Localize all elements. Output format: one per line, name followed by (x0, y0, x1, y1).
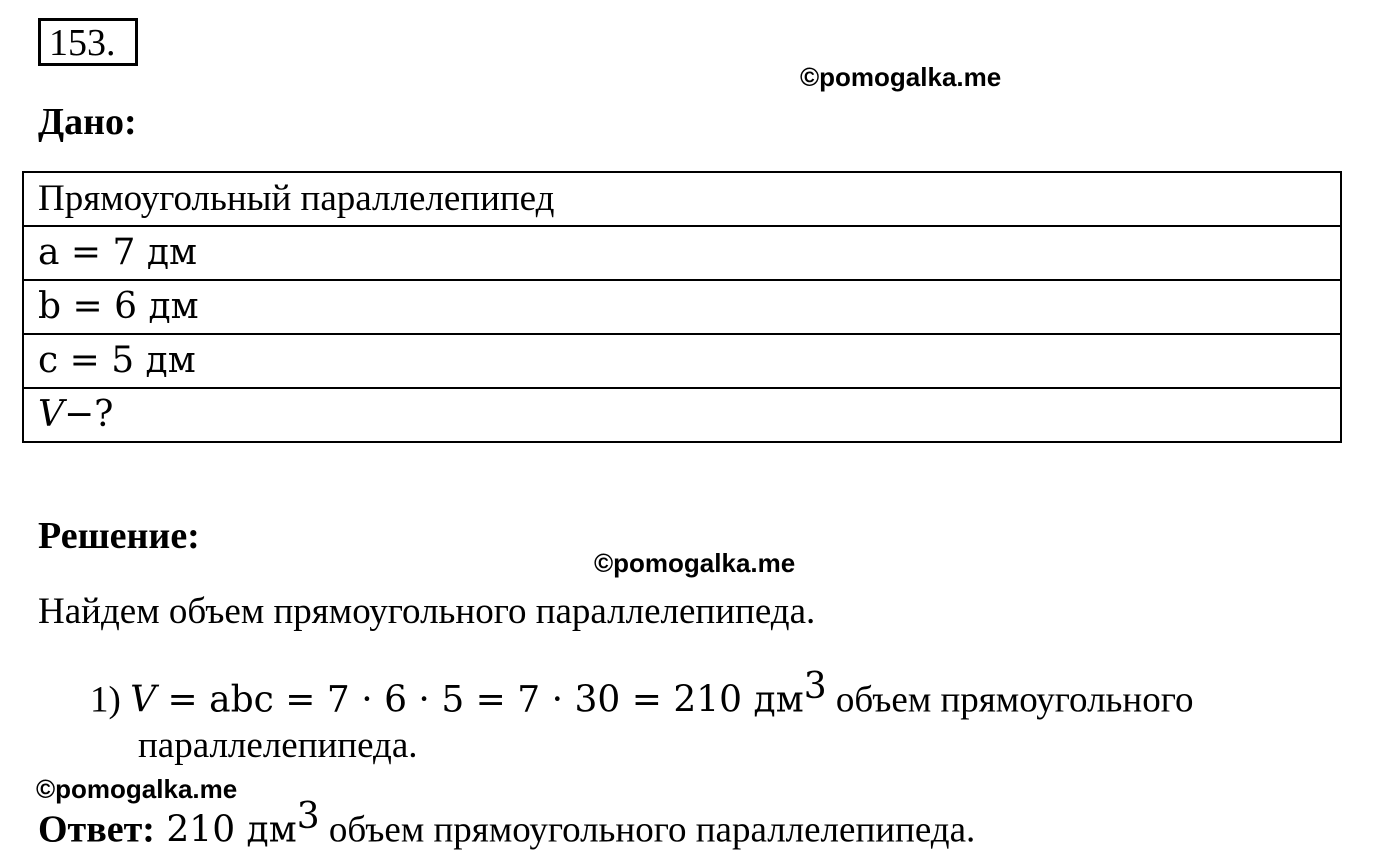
table-row (23, 172, 1341, 226)
given-heading: Дано: (38, 101, 137, 143)
solution-step-1 (90, 666, 1193, 721)
answer-line (38, 796, 975, 851)
unknown-variable: V (38, 394, 64, 435)
answer-text: объем прямоугольного параллелепипеда. (319, 809, 976, 851)
watermark: ©pomogalka.me (594, 548, 796, 578)
table-row (23, 334, 1341, 388)
step-text: объем прямоугольного (826, 679, 1194, 721)
given-row-unknown (23, 388, 1341, 442)
solution-heading: Решение: (38, 515, 200, 557)
solution-step-1-continued: параллелепипеда. (138, 725, 418, 766)
step-exponent: 3 (803, 666, 827, 707)
problem-number: 153. (38, 18, 138, 66)
answer-exponent: 3 (296, 796, 320, 837)
answer-label: Ответ: (38, 808, 155, 851)
table-row (23, 280, 1341, 334)
given-row-text: c = 5 дм (38, 340, 196, 381)
given-table (22, 171, 1342, 443)
given-row-a (23, 226, 1341, 280)
watermark: ©pomogalka.me (800, 62, 1002, 92)
given-row-b (23, 280, 1341, 334)
answer-value: 210 дм (154, 809, 297, 851)
given-row-text: a = 7 дм (38, 232, 198, 273)
watermark: ©pomogalka.me (36, 774, 238, 804)
given-row-c (23, 334, 1341, 388)
solution-intro: Найдем объем прямоугольного параллелепипеда. (38, 591, 816, 632)
given-row-text: b = 6 дм (38, 286, 199, 327)
table-row (23, 226, 1341, 280)
unknown-question: −? (64, 394, 114, 435)
step-formula: = abc = 7 · 6 · 5 = 7 · 30 = 210 дм (156, 679, 804, 721)
given-row-shape (23, 172, 1341, 226)
given-row-text: Прямоугольный параллелепипед (38, 178, 555, 219)
step-variable: V (130, 679, 157, 721)
table-row (23, 388, 1341, 442)
step-label: 1) (90, 679, 121, 721)
